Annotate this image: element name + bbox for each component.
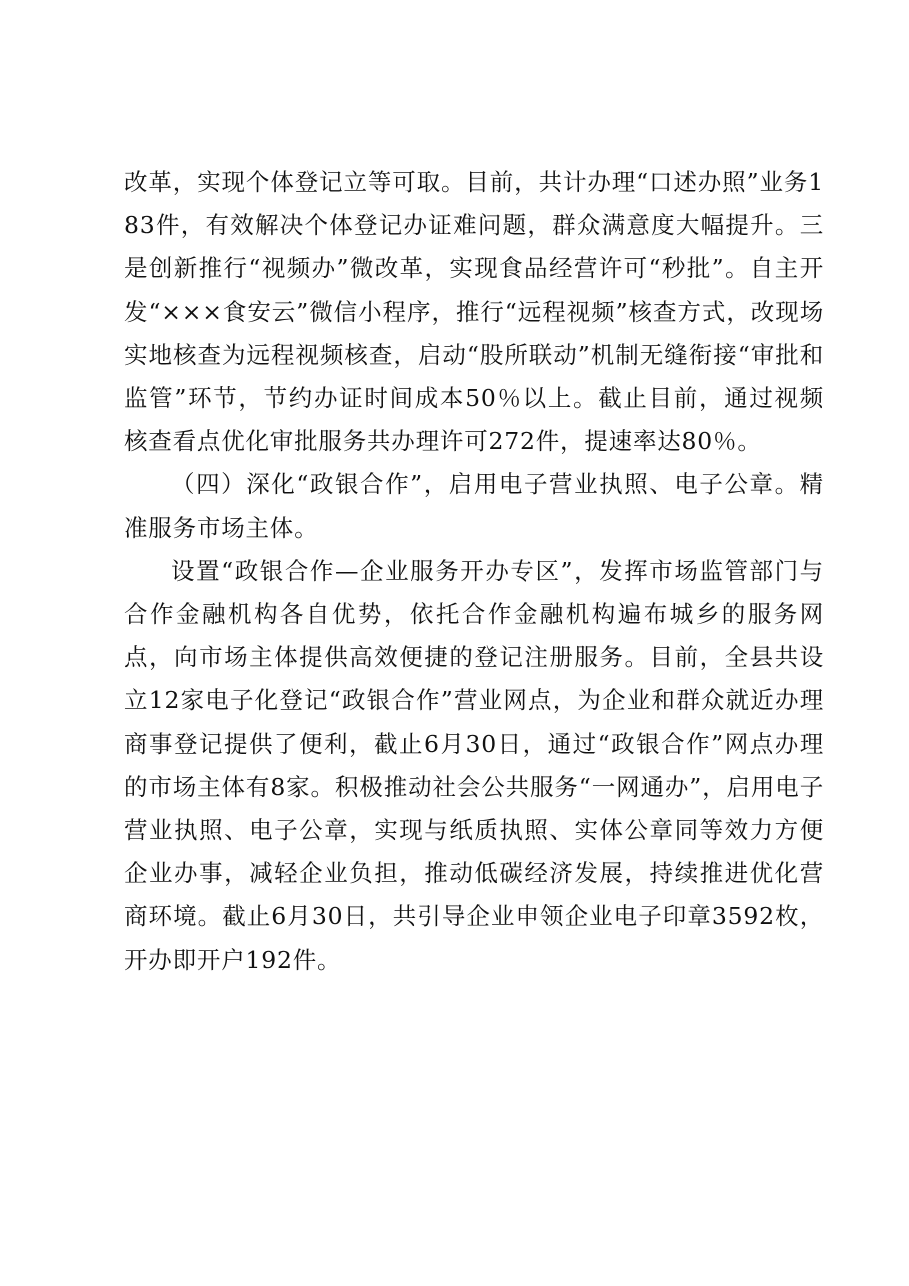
document-body (124, 161, 824, 982)
paragraph-body-continuation: 改革，实现个体登记立等可取。目前，共计办理“口述办照”业务183件，有效解决个体登记办证难问题，群众满意度大幅提升。三是创新推行“视频办”微改革，实现食品经营许可“秒批”。自主开发“×××食安云”微信小程序，推行“远程视频”核查方式，改现场实地核查为远程视频核查，启动“股所联动”机制无缝衔接“审批和监管”环节，节约办证时间成本50％以上。截止目前，通过视频核查看点优化审批服务共办理许可272件，提速率达80％。 (124, 168, 824, 456)
section-heading: （四）深化“政银合作”，启用电子营业执照、电子公章。精准服务市场主体。 (124, 470, 824, 542)
paragraph-body: 设置“政银合作—企业服务开办专区”，发挥市场监管部门与合作金融机构各自优势，依托合作金融机构遍布城乡的服务网点，向市场主体提供高效便捷的登记注册服务。目前，全县共设立12家电子化登记“政银合作”营业网点，为企业和群众就近办理商事登记提供了便利，截止6月30日，通过“政银合作”网点办理的市场主体有8家。积极推动社会公共服务“一网通办”，启用电子营业执照、电子公章，实现与纸质执照、实体公章同等效力方便企业办事，减轻企业负担，推动低碳经济发展，持续推进优化营商环境。截止6月30日，共引导企业申领企业电子印章3592枚，开办即开户192件。 (124, 556, 824, 974)
